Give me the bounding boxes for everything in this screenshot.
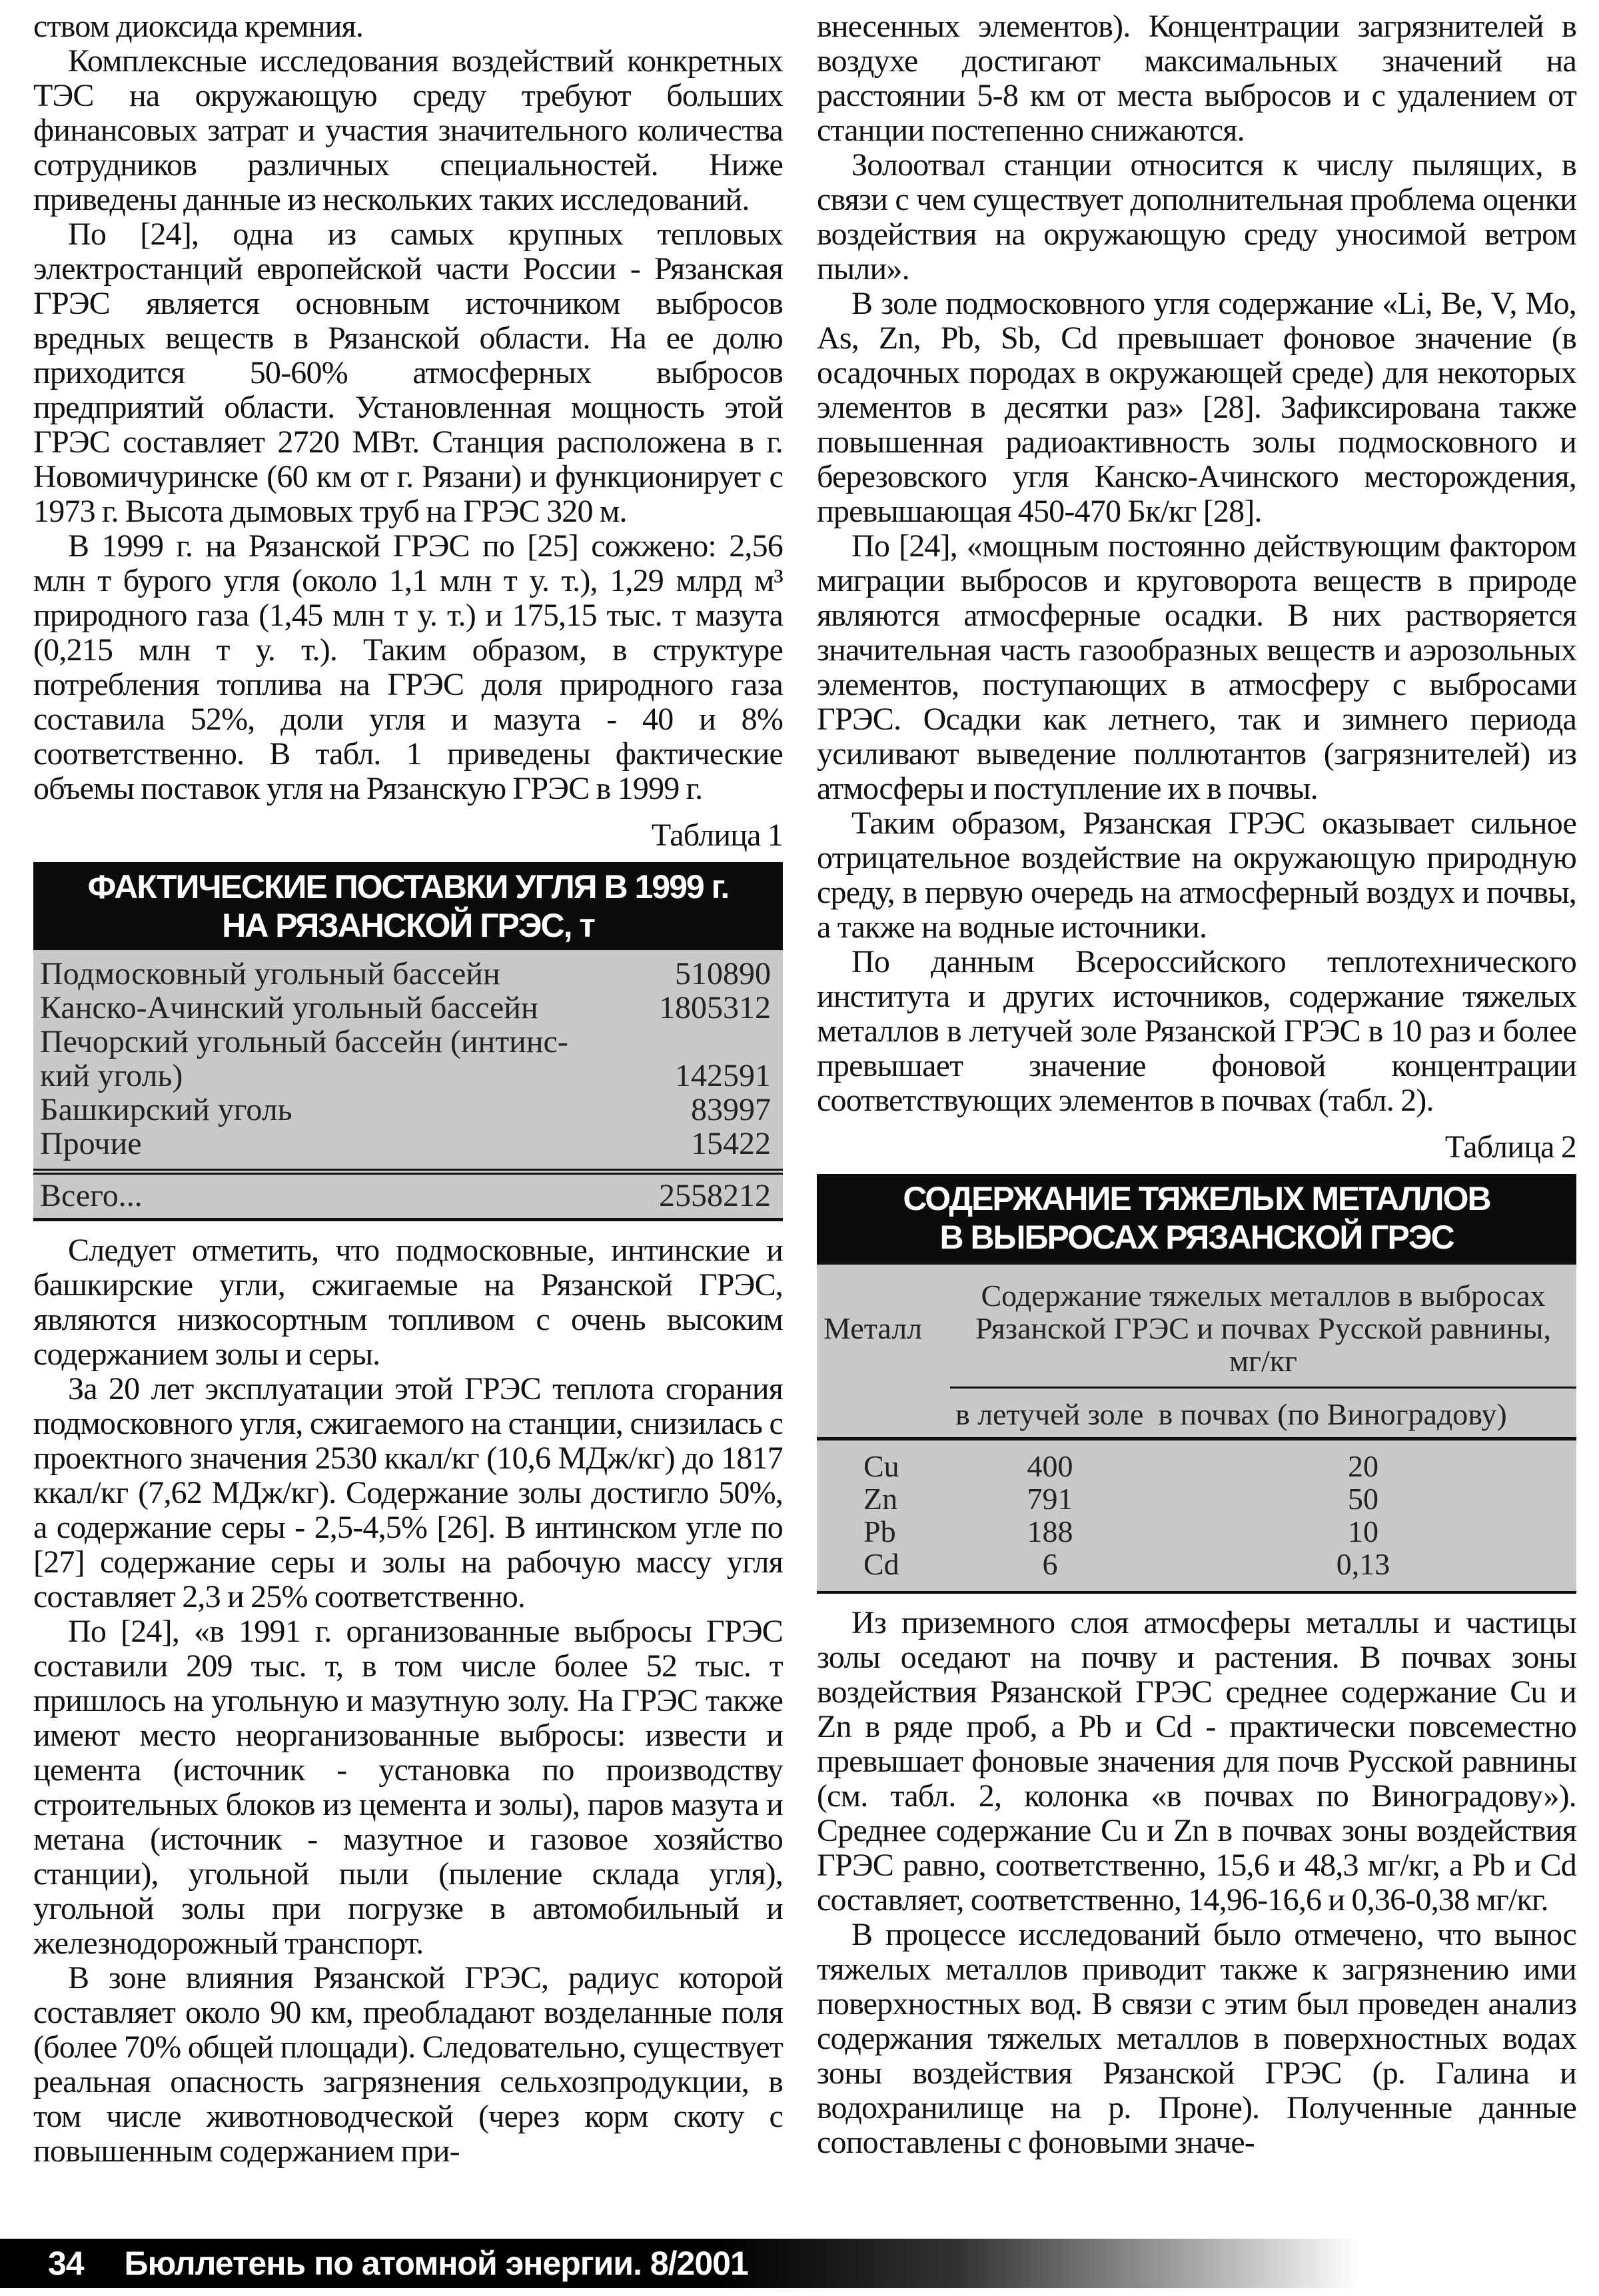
row-label: Подмосковный угольный бассейн [40, 956, 500, 991]
table2-body [817, 1262, 1576, 1594]
table-row [817, 1450, 1576, 1482]
page-footer [0, 2239, 1599, 2288]
table2-caption: Таблица 2 [1444, 1129, 1576, 1165]
total-value: 2558212 [659, 1178, 771, 1213]
row-label: Канско-Ачинский угольный бассейн [40, 990, 538, 1025]
paragraph: За 20 лет эксплуатации этой ГРЭС теплота сгорания подмосковного угля, сжигаемого на станции, снизилась с проектного значения 2530 ккал/кг (10,6 МДж/кг) до 1817 ккал/кг (7,62 МДж/кг). Содержание золы достигло 50%, а содержание серы - 2,5-4,5% [26]. В интинском угле по [27] содержание серы и золы на рабочую массу угля составляет 2,3 и 25% соответственно. [33, 1371, 783, 1614]
table2-title-line: В ВЫБРОСАХ РЯЗАНСКОЙ ГРЭС [939, 1219, 1454, 1256]
row-label: Прочие [40, 1126, 142, 1161]
cell-soil: 10 [1348, 1514, 1378, 1548]
table-row [33, 957, 783, 991]
row-value: 83997 [691, 1092, 771, 1127]
table1-title [33, 862, 783, 950]
cell-metal: Zn [863, 1482, 898, 1516]
paragraph: По [24], «в 1991 г. организованные выбросы ГРЭС составили 209 тыс. т, в том числе более 52 тыс. т пришлось на угольную и мазутную золу. На ГРЭС также имеют место неорганизованные выбросы: извести и цемента (источник - установка по производству строительных блоков из цемента и золы), паров мазута и метана (источник - мазутное и газовое хозяйство станции), угольной пыли (пыление склада угля), угольной золы при погрузке в автомобильный и железнодорожный транспорт. [33, 1614, 783, 1961]
divider [33, 1218, 783, 1221]
paragraph: По данным Всероссийского теплотехнического института и других источников, содержание тяжелых металлов в летучей золе Рязанской ГРЭС в 10 раз и более превышает значение фоновой концентрации соответствующих элементов в почвах (табл. 2). [817, 944, 1576, 1118]
cell-ash: 791 [1027, 1482, 1073, 1516]
cell-soil: 50 [1348, 1482, 1378, 1516]
paragraph: В 1999 г. на Рязанской ГРЭС по [25] сожжено: 2,56 млн т бурого угля (около 1,1 млн т у. т.), 1,29 млрд м³ природного газа (1,45 млн т у. т.) и 175,15 тыс. т мазута (0,215 млн т у. т.). Таким образом, в структуре потребления топлива на ГРЭС доля природного газа составила 52%, доли угля и мазута - 40 и 8% соответственно. В табл. 1 приведены фактические объемы поставок угля на Рязанскую ГРЭС в 1999 г. [33, 528, 783, 806]
table2-title-line: СОДЕРЖАНИЕ ТЯЖЕЛЫХ МЕТАЛЛОВ [903, 1180, 1490, 1217]
table2-title [817, 1174, 1576, 1262]
table-total-row [33, 1179, 783, 1213]
table-row [817, 1482, 1576, 1515]
table1-title-line: НА РЯЗАНСКОЙ ГРЭС, т [222, 907, 594, 944]
row-value: 15422 [691, 1126, 771, 1161]
paragraph: Золоотвал станции относится к числу пылящих, в связи с чем существует дополнительная проблема оценки воздействия на окружающую среду уносимой ветром пыли». [817, 147, 1576, 287]
subheader-row [950, 1387, 1576, 1437]
divider [33, 1169, 783, 1175]
column-header-metal: Металл [823, 1311, 923, 1345]
table1-body [33, 950, 783, 1221]
journal-title: Бюллетень по атомной энергии. 8/2001 [124, 2245, 748, 2282]
paragraph: В золе подмосковного угля содержание «Li, Be, V, Mo, As, Zn, Pb, Sb, Cd превышает фоновое значение (в осадочных породах в окружающей среде) для некоторых элементов в десятки раз» [28]. Зафиксирована также повышенная радиоактивность золы подмосковного и березовского угля Канско-Ачинского месторождения, превышающая 450-470 Бк/кг [28]. [817, 286, 1576, 529]
table-row [33, 991, 783, 1025]
table-row [33, 1059, 783, 1093]
paragraph: Следует отметить, что подмосковные, интинские и башкирские угли, сжигаемые на Рязанской ГРЭС, являются низкосортным топливом с очень высоким содержанием золы и серы. [33, 1233, 783, 1372]
cell-ash: 188 [1027, 1514, 1073, 1548]
paragraph: По [24], «мощным постоянно действующим фактором миграции выбросов и круговорота веществ в природе являются атмосферные осадки. В них растворяется значительная часть газообразных веществ и аэрозольных элементов, поступающих в атмосферу с выбросами ГРЭС. Осадки как летнего, так и зимнего периода усиливают выведение поллютантов (загрязнителей) из атмосферы и поступление их в почвы. [817, 528, 1576, 806]
cell-ash: 400 [1027, 1449, 1073, 1483]
row-label: кий уголь) [40, 1058, 183, 1093]
table-row [33, 1127, 783, 1161]
row-value: 510890 [675, 956, 771, 991]
cell-metal: Pb [863, 1514, 896, 1548]
table2-rows [817, 1450, 1576, 1580]
table-row [817, 1548, 1576, 1580]
cell-soil: 20 [1348, 1449, 1378, 1483]
paragraph: внесенных элементов). Концентрации загрязнителей в воздухе достигают максимальных значений на расстоянии 5-8 км от места выбросов и с удалением от станции постепенно снижаются. [817, 9, 1576, 148]
table-row [33, 1025, 783, 1059]
page-number: 34 [48, 2245, 84, 2282]
paragraph: В процессе исследований было отмечено, что вынос тяжелых металлов приводит также к загрязнению ими поверхностных вод. В связи с этим был проведен анализ содержания тяжелых металлов в поверхностных водах зоны воздействия Рязанской ГРЭС (р. Галина и водохранилище на р. Проне). Полученные данные сопоставлены с фоновыми значе- [817, 1917, 1576, 2160]
right-column [817, 9, 1576, 2225]
left-column [33, 9, 783, 2225]
row-value: 142591 [675, 1058, 771, 1093]
column-header-group: Содержание тяжелых металлов в выбросах Рязанской ГРЭС и почвах Русской равнины, мг/кг [975, 1279, 1552, 1378]
total-label: Всего... [40, 1178, 143, 1213]
cell-metal: Cu [863, 1449, 899, 1483]
paragraph: В зоне влияния Рязанской ГРЭС, радиус которой составляет около 90 км, преобладают возделанные поля (более 70% общей площади). Следовательно, существует реальная опасность загрязнения сельхозпродукции, в том числе животноводческой (через корм скоту с повышенным содержанием при- [33, 1960, 783, 2169]
row-label: Печорский угольный бассейн (интинс- [40, 1024, 568, 1059]
divider [817, 1437, 1576, 1440]
table1-caption: Таблица 1 [651, 818, 783, 853]
paragraph: Таким образом, Рязанская ГРЭС оказывает сильное отрицательное воздействие на окружающую природную среду, в первую очередь на атмосферный воздух и почвы, а также на водные источники. [817, 806, 1576, 945]
table-row [817, 1515, 1576, 1548]
table1-title-line: ФАКТИЧЕСКИЕ ПОСТАВКИ УГЛЯ В 1999 г. [87, 868, 729, 905]
column-header-ash: в летучей золе [955, 1397, 1144, 1431]
row-label: Башкирский уголь [40, 1092, 292, 1127]
column-header-soil: в почвах (по Виноградову) [1158, 1397, 1507, 1431]
table-row [33, 1093, 783, 1127]
cell-ash: 6 [1042, 1547, 1058, 1581]
paragraph: ством диоксида кремния. [33, 9, 364, 44]
paragraph: Из приземного слоя атмосферы металлы и частицы золы оседают на почву и растения. В почвах зоны воздействия Рязанской ГРЭС среднее содержание Cu и Zn в ряде проб, а Pb и Cd - практически повсеместно превышает фоновые значения для почв Русской равнины (см. табл. 2, колонка «в почвах по Виноградову»). Среднее содержание Cu и Zn в почвах зоны воздействия ГРЭС равно, соответственно, 15,6 и 48,3 мг/кг, а Pb и Cd составляет, соответственно, 14,96-16,6 и 0,36-0,38 мг/кг. [817, 1605, 1576, 1918]
row-value: 1805312 [659, 990, 771, 1025]
paragraph: Комплексные исследования воздействий конкретных ТЭС на окружающую среду требуют больших финансовых затрат и участия значительного количества сотрудников различных специальностей. Ниже приведены данные из нескольких таких исследований. [33, 43, 783, 217]
cell-soil: 0,13 [1336, 1547, 1390, 1581]
paragraph: По [24], одна из самых крупных тепловых электростанций европейской части России - Рязанская ГРЭС является основным источником выбросов вредных веществ в Рязанской области. На ее долю приходится 50-60% атмосферных выбросов предприятий области. Установленная мощность этой ГРЭС составляет 2720 МВт. Станция расположена в г. Новомичуринске (60 км от г. Рязани) и функционирует с 1973 г. Высота дымовых труб на ГРЭС 320 м. [33, 217, 783, 529]
cell-metal: Cd [863, 1547, 899, 1581]
